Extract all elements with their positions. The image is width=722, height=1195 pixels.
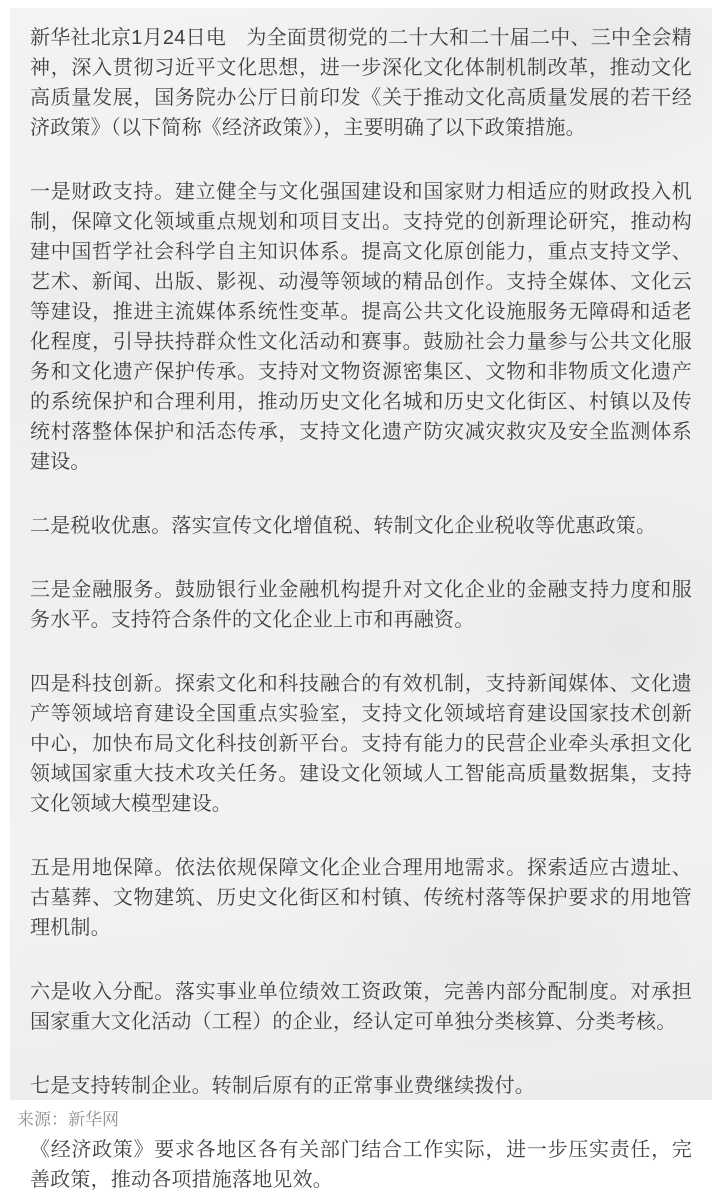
source-credit: 来源：新华网 (17, 1110, 119, 1129)
article-body (30, 23, 692, 1195)
article-paragraph-financial-services: 三是金融服务。鼓励银行业金融机构提升对文化企业的金融支持力度和服务水平。支持符合条件的文化企业上市和再融资。 (30, 579, 692, 631)
article-paragraph-income-distribution: 六是收入分配。落实事业单位绩效工资政策，完善内部分配制度。对承担国家重大文化活动（工程）的企业，经认定可单独分类核算、分类考核。 (30, 981, 692, 1033)
article-paragraph-lead: 新华社北京1月24日电 为全面贯彻党的二十大和二十届二中、三中全会精神，深入贯彻习近平文化思想，进一步深化文化体制机制改革，推动文化高质量发展，国务院办公厅日前印发《关于推动文化高质量发展的若干经济政策》（以下简称《经济政策》），主要明确了以下政策措施。 (30, 27, 692, 139)
article-paragraph-tech-innovation: 四是科技创新。探索文化和科技融合的有效机制，支持新闻媒体、文化遗产等领域培育建设全国重点实验室，支持文化领域培育建设国家技术创新中心，加快布局文化科技创新平台。支持有能力的民营企业牵头承担文化领域国家重大技术攻关任务。建设文化领域人工智能高质量数据集，支持文化领域大模型建设。 (30, 673, 692, 815)
article-paragraph-fiscal-support: 一是财政支持。建立健全与文化强国建设和国家财力相适应的财政投入机制，保障文化领域重点规划和项目支出。支持党的创新理论研究，推动构建中国哲学社会科学自主知识体系。提高文化原创能力，重点支持文学、艺术、新闻、出版、影视、动漫等领域的精品创作。支持全媒体、文化云等建设，推进主流媒体系统性变革。提高公共文化设施服务无障碍和适老化程度，引导扶持群众性文化活动和赛事。鼓励社会力量参与公共文化服务和文化遗产保护传承。支持对文物资源密集区、文物和非物质文化遗产的系统保护和合理利用，推动历史文化名城和历史文化街区、村镇以及传统村落整体保护和活态传承，支持文化遗产防灾减灾救灾及安全监测体系建设。 (30, 181, 692, 473)
article-paragraph-tax-incentives: 二是税收优惠。落实宣传文化增值税、转制文化企业税收等优惠政策。 (30, 515, 657, 537)
article-paragraph-converted-enterprises: 七是支持转制企业。转制后原有的正常事业费继续拨付。 (30, 1075, 535, 1097)
article-paragraph-land-guarantee: 五是用地保障。依法依规保障文化企业合理用地需求。探索适应古遗址、古墓葬、文物建筑、历史文化街区和村镇、传统村落等保护要求的用地管理机制。 (30, 857, 692, 939)
article-paragraph-closing: 《经济政策》要求各地区各有关部门结合工作实际，进一步压实责任，完善政策，推动各项措施落地见效。 (30, 1139, 692, 1191)
